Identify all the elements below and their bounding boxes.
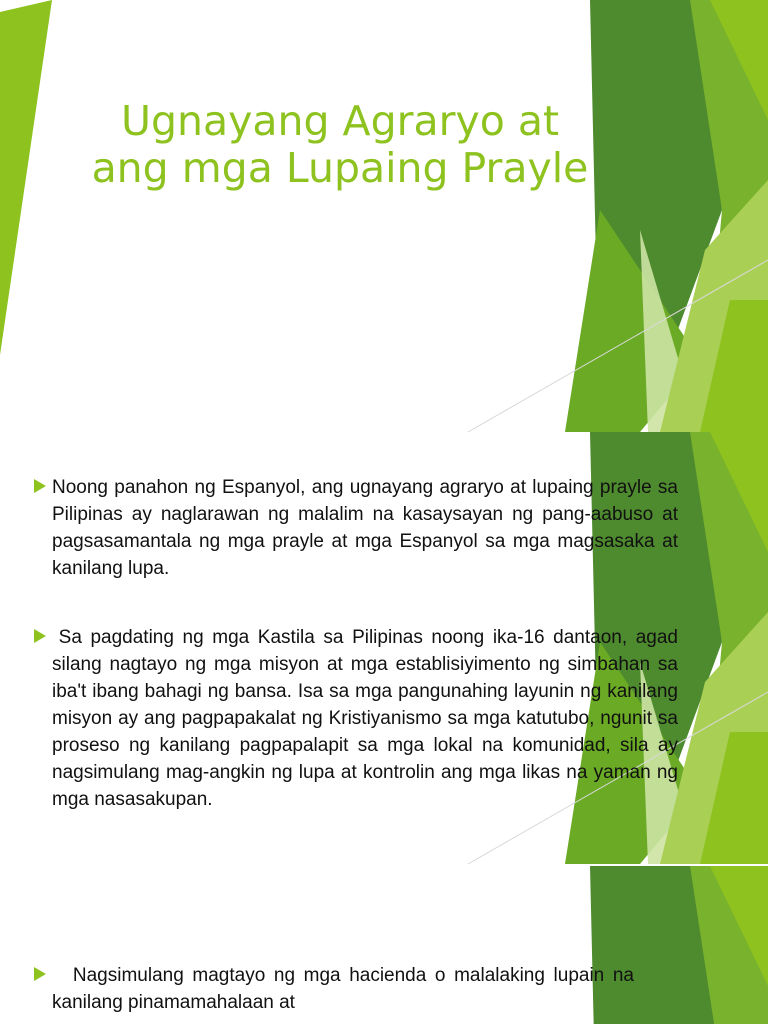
slide-content-1	[0, 432, 768, 865]
decorative-green-shapes	[0, 0, 768, 432]
bullet-item	[34, 624, 678, 813]
bullet-item	[34, 962, 634, 1016]
bullet-item	[34, 474, 678, 582]
slide-title	[0, 0, 768, 432]
slide-title-text: Ugnayang Agraryo at ang mga Lupaing Prayle	[91, 97, 589, 192]
bullet-text: Sa pagdating ng mga Kastila sa Pilipinas noong ika-16 dantaon, agad silang nagtayo ng mga misyon at mga establisiyimento ng simbahan sa iba't ibang bahagi ng bansa. Isa sa mga pangunahing layunin ng kanilang misyon ay ang pagpapakalat ng Kristiyanismo sa mga katutubo, ngunit sa proseso ng kanilang pagpapalapit sa mga lokal na komunidad, sila ay nagsimulang mag-angkin ng lupa at kontrolin ang mga likas na yaman ng mga nasasakupan.	[52, 627, 678, 810]
bullet-arrow-icon	[34, 629, 46, 643]
slide-content-2	[0, 866, 768, 1024]
bullet-text: Nagsimulang magtayo ng mga hacienda o malalaking lupain na kanilang pinamamahalaan at	[52, 965, 634, 1013]
bullet-arrow-icon	[34, 479, 46, 493]
bullet-arrow-icon	[34, 967, 46, 981]
bullet-text: Noong panahon ng Espanyol, ang ugnayang agraryo at lupaing prayle sa Pilipinas ay naglarawan ng malalim na kasaysayan ng pang-aabuso at pagsasamantala ng mga prayle at mga Espanyol sa mga magsasaka at kanilang lupa.	[52, 477, 678, 579]
